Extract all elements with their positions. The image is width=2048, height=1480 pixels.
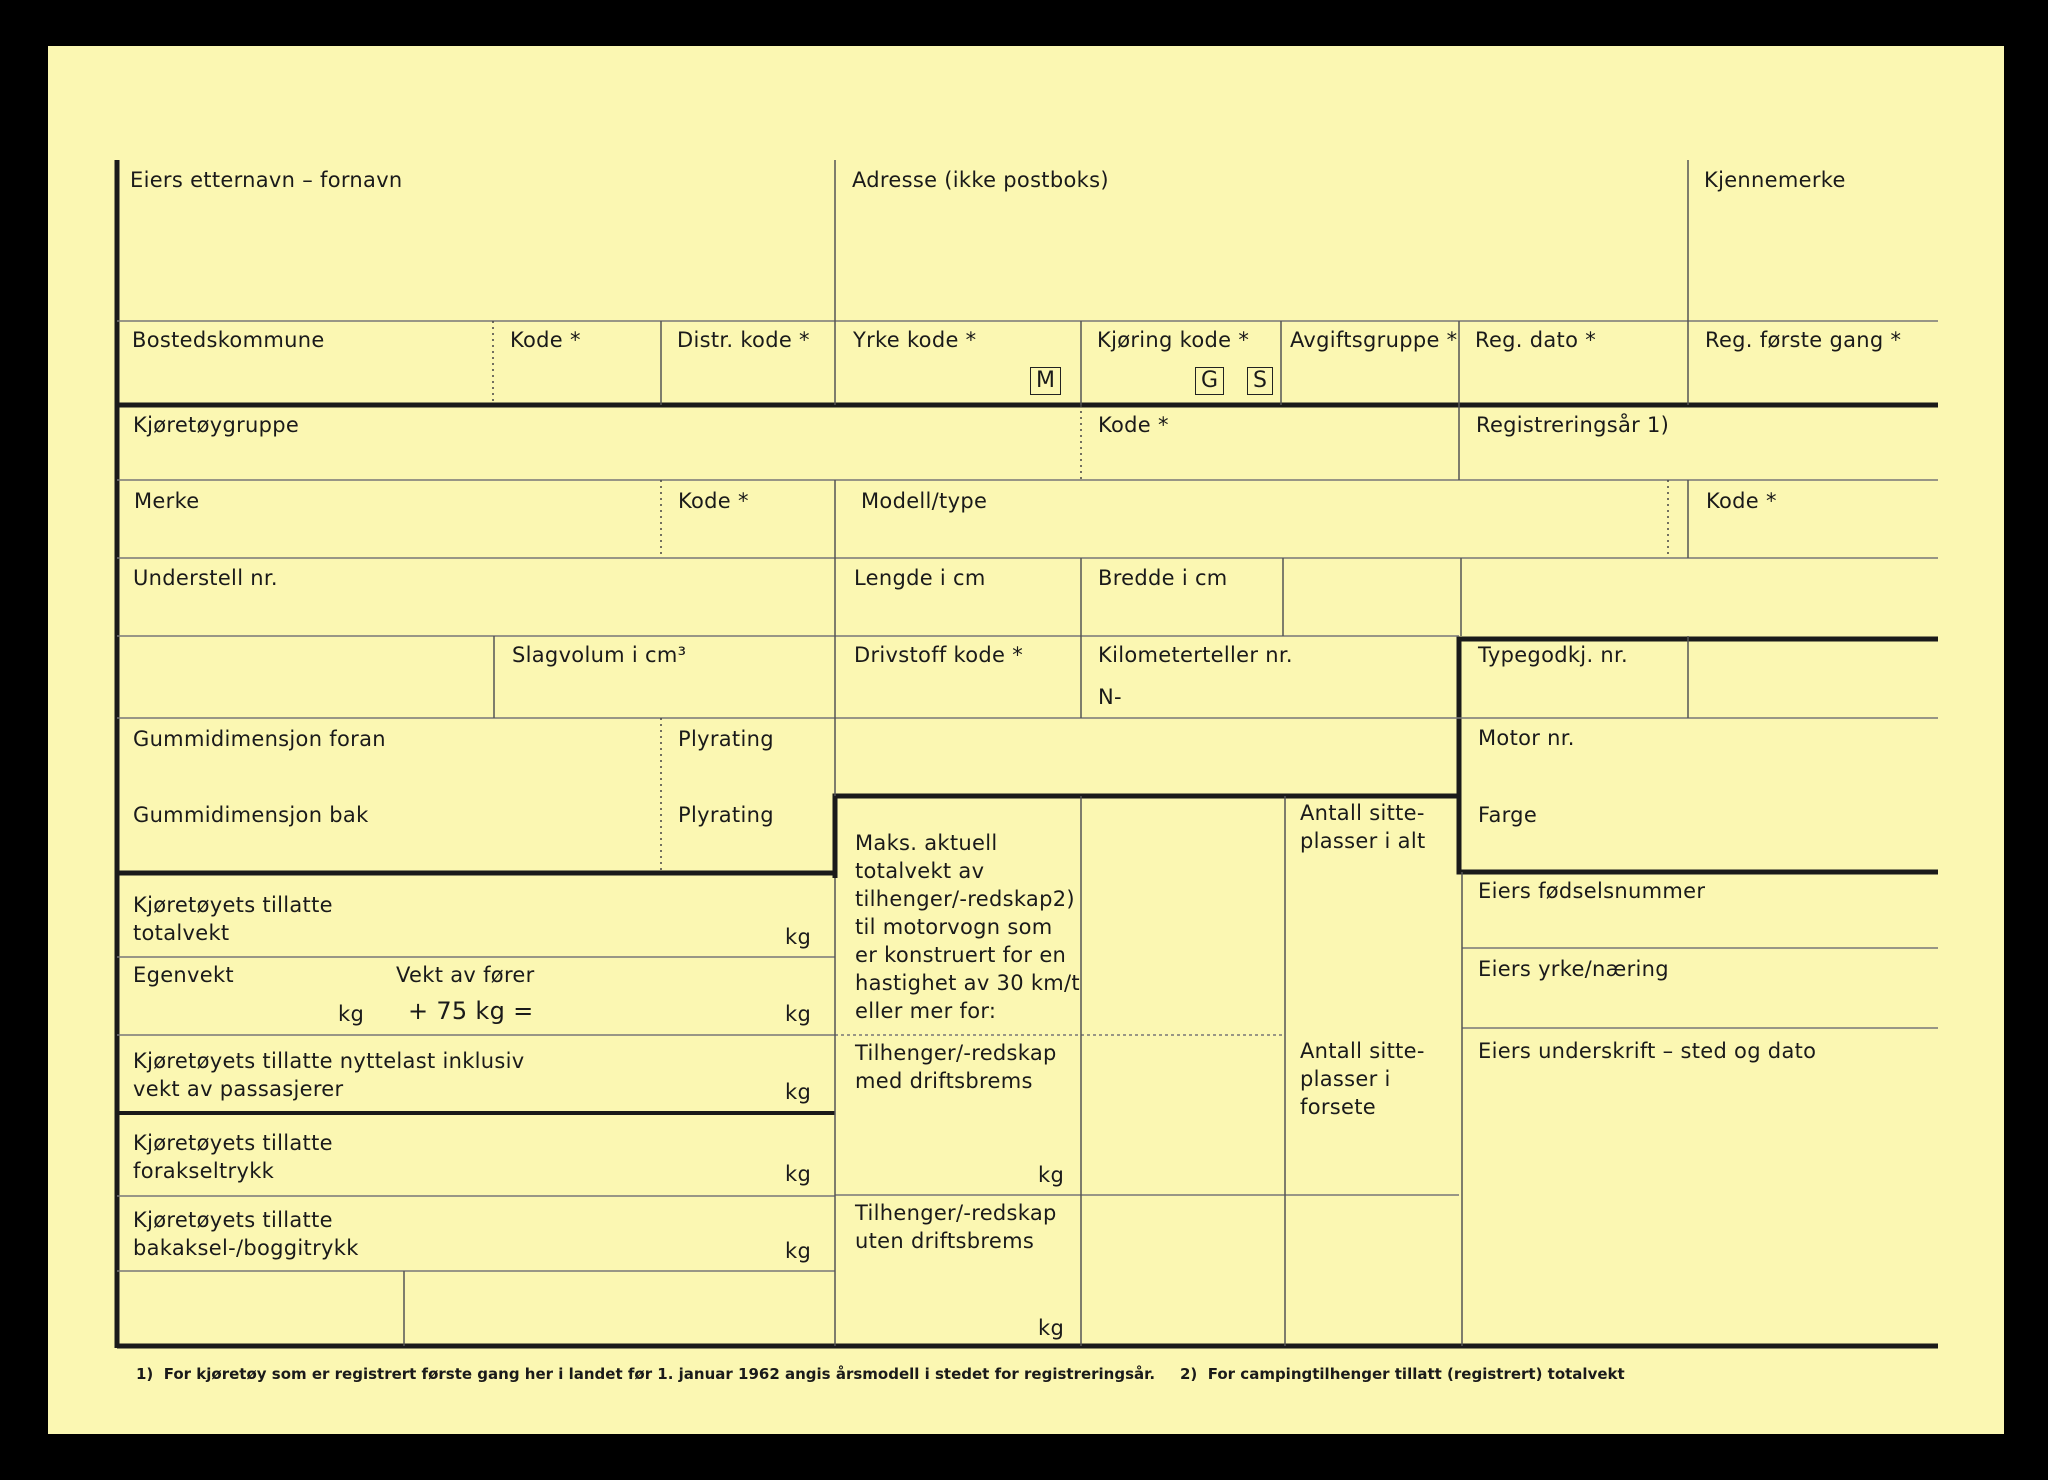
type-approval-label: Typegodkj. nr. [1478, 643, 1628, 667]
odometer-label: Kilometerteller nr. [1098, 643, 1293, 667]
occupation-box-m: M [1030, 367, 1061, 395]
driving-code-label: Kjøring kode * [1097, 328, 1250, 352]
driver-weight-formula: + 75 kg = [408, 997, 534, 1025]
trailer-with-brake-label: Tilhenger/-redskap med driftsbrems [855, 1041, 1057, 1093]
trailer-without-brake-label: Tilhenger/-redskap uten driftsbrems [855, 1201, 1057, 1253]
ply-rear-label: Plyrating [678, 803, 774, 827]
colour-label: Farge [1478, 803, 1538, 827]
reg-first-time-label: Reg. første gang * [1705, 328, 1902, 352]
total-weight-label: Kjøretøyets tillatte totalvekt [133, 893, 333, 945]
displacement-label: Slagvolum i cm³ [512, 643, 687, 667]
footnote-2: 2) For campingtilhenger tillatt (registrert) totalvekt [1180, 1365, 1625, 1383]
model-code-label: Kode * [1706, 489, 1777, 513]
trailer-without-brake-kg: kg [1038, 1316, 1065, 1340]
seats-front-label: Antall sitte- plasser i forsete [1300, 1039, 1425, 1119]
payload-kg: kg [785, 1080, 812, 1104]
front-axle-kg: kg [785, 1162, 812, 1186]
occupation-code-label: Yrke kode * [853, 328, 977, 352]
vehicle-group-label: Kjøretøygruppe [133, 413, 300, 437]
owner-signature-label: Eiers underskrift – sted og dato [1478, 1039, 1817, 1063]
seats-total-label: Antall sitte- plasser i alt [1300, 801, 1426, 853]
rear-axle-kg: kg [785, 1239, 812, 1263]
total-weight-kg: kg [785, 925, 812, 949]
front-axle-label: Kjøretøyets tillatte forakseltrykk [133, 1131, 333, 1183]
district-code-label: Distr. kode * [677, 328, 810, 352]
tyre-rear-label: Gummidimensjon bak [133, 803, 369, 827]
tyre-front-label: Gummidimensjon foran [133, 727, 386, 751]
owner-occupation-label: Eiers yrke/næring [1478, 957, 1669, 981]
footnote-1: 1) For kjøretøy som er registrert første gang her i landet før 1. januar 1962 angis årsmodell i stedet for registreringsår. [136, 1365, 1156, 1383]
engine-no-label: Motor nr. [1478, 726, 1575, 750]
reg-date-label: Reg. dato * [1475, 328, 1597, 352]
curb-weight-label: Egenvekt [133, 963, 234, 987]
fuel-code-label: Drivstoff kode * [854, 643, 1024, 667]
driver-weight-kg: kg [785, 1002, 812, 1026]
payload-label: Kjøretøyets tillatte nyttelast inklusiv vekt av passasjerer [133, 1049, 525, 1101]
rear-axle-label: Kjøretøyets tillatte bakaksel-/boggitrykk [133, 1208, 359, 1260]
code-label: Kode * [510, 328, 581, 352]
model-label: Modell/type [861, 489, 988, 513]
owner-name-label: Eiers etternavn – fornavn [130, 168, 403, 192]
width-label: Bredde i cm [1098, 566, 1228, 590]
curb-weight-kg: kg [338, 1002, 365, 1026]
registration-mark-label: Kjennemerke [1704, 168, 1846, 192]
length-label: Lengde i cm [854, 566, 986, 590]
trailer-with-brake-kg: kg [1038, 1163, 1065, 1187]
make-code-label: Kode * [678, 489, 749, 513]
odometer-prefix: N- [1098, 685, 1122, 709]
vehicle-group-code-label: Kode * [1098, 413, 1169, 437]
driving-box-s: S [1247, 367, 1273, 395]
driver-weight-label: Vekt av fører [396, 963, 535, 987]
driving-box-g: G [1195, 367, 1224, 395]
address-label: Adresse (ikke postboks) [852, 168, 1109, 192]
municipality-label: Bostedskommune [132, 328, 325, 352]
fee-group-label: Avgiftsgruppe * [1290, 328, 1458, 352]
birth-number-label: Eiers fødselsnummer [1478, 879, 1706, 903]
make-label: Merke [134, 489, 200, 513]
ply-front-label: Plyrating [678, 727, 774, 751]
reg-year-label: Registreringsår 1) [1476, 413, 1670, 437]
chassis-label: Understell nr. [133, 566, 278, 590]
trailer-max-weight-label: Maks. aktuell totalvekt av tilhenger/-redskap2) til motorvogn som er konstruert for en hastighet av 30 km/t eller mer for: [855, 831, 1080, 1023]
